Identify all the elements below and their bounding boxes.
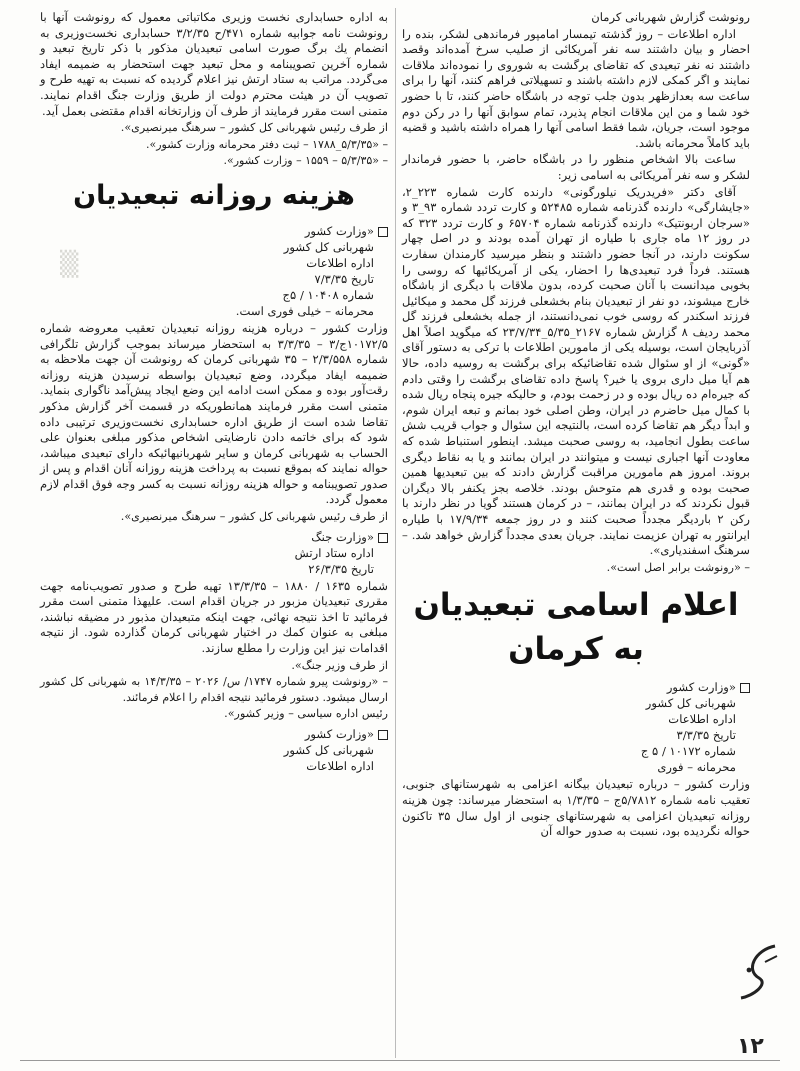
footer-rule [20,1060,780,1061]
intro-paragraph: به اداره حسابداری نخست وزیری مکاتباتی معمول که رونوشت آنها با رونوشت نامه جوابیه شماره ۴۷۱/ح ۳/۲/۳۵ حسابداری نخست‌وزیری به انضمام یك برگ صورت اسامی تبعیدیان مذکور با ذکر تاریخ تبعید و شماره آخرین تصویبنامه و محل تبعید جهت استحضار به ضمیمه ایفاد می‌گردد. مراتب به ستاد ارتش نیز اعلام گردیده که نسبت به تهیه طرح و تصویب آن در هیئت محترم دولت از طریق وزارت جنگ اقدام نمایند. متمنی است مقرر فرمایند از طرف آن وزارتخانه اقدام مقتضی بعمل آید. [40,10,388,118]
checkbox-icon [378,533,388,543]
doc-line: اداره اطلاعات [306,255,374,270]
report-paragraph: آقای دکتر «فریدریک نیلورگونی» دارنده کارت شماره ۲۲۳_۲، «جایشارگی» دارنده گذرنامه شماره ۵۲۴۸۵ و کارت تردد شماره ۹۳_۳ و «سرجان اربونتیک» دارنده گذرنامه شماره ۶۵۷۰۴ و کارت تردد ۳۲۳ که در روز ۱۲ ماه جاری با طیاره از تهران آمده بودند و در اصل چهار سکونت دارند، در آنجا حضور داشتند و بنظر میرسید کارمندان سفارت هستند. فرداً فرد تبعیدی‌ها را احضار، یکی از آمریکائیها که روسی را بخوبی میدانست با آنان صحبت کرده، بدون ملاقات با دیگری از باشگاه خارج میشوند، دو نفر از تبعیدیان بنام بخشعلی فرزند گل محمد و میکائیل فرزند اسکندر که روسی خوب نمی‌دانستند، از جمله بخشعلی فرزند گل محمد ردیف ۸ گزارش شماره ۲۱۶۷_۵/۳۵_۲۳/۷/۳۴ که میگوید اصلاً اهل آذربایجان است، بوسیله یکی از مامورین اطلاعات با ترکی به دستور آقای «گونی» از او سئوال شده تقاضائیکه برای برگشت به روسیه داده، حالا هم آیا میل داری بروی یا خیر؟ پاسخ داده تقاضای برگشت را وقتی دادم که جیره‌ام ده ریال بوده و در زحمت بودم، و حالیکه جیره پنجاه ریال شده با کمال میل حاضرم در ایران، وطن اصلی خود بمانم و تبعه ایران شوم، و ابداً دیگر هم تقاضا کرده است، بالنتیجه این سئوال و جواب قریب شش ساعت بطول انجامید، به روسی صحبت میشد. اینطور استنباط شده که معاودت آنها اجباری نیست و میتوانند در ایران بمانند و یا به نقاط دیگری بروند. امروز هم مامورین مراقبت گزارش دادند که بین تبعیدیها همین صحبت بوده و قدری هم متوحش بودند. خلاصه بجز یکنفر بالا دیگران قبول نکردند که در ایران بمانند، – در کرمان هستند گویا در نظر دارند با رکن ۲ باردیگر مجدداً صحبت کنند و در روز جمعه ۱۷/۹/۳۴ با طیاره ایرانتور به تهران عزیمت نمایند. جریان بعدی مجدداً گزارش خواهد شد. – سرهنگ اسفندیاری». [402,184,751,558]
document-header [40,529,388,577]
doc-line: شماره ۱۰۱۷۲ / ۵ ج [640,744,736,759]
closing-paragraph: وزارت کشور – درباره تبعیدیان بیگانه اعزامی به شهرستانهای جنوبی، تعقیب نامه شماره ۵/۷۸۱۲ج – ۱/۳/۳۵ به استحضار میرساند: چون هزینه روزانه تبعیدیان اعزامی به شهرستانهای جنوبی از اول سال ۳۵ تاکنون حواله نگردیده بود، نسبت به صدور حواله آن [402,777,751,839]
section-headline-daily-cost: هزینه روزانه تبعیدیان [73,179,355,211]
section-headline-kerman: اعلام اسامی تبعیدیان به کرمان [413,587,739,668]
checkbox-icon [378,730,388,740]
doc-line: شهربانی کل کشور [283,743,374,757]
document-header [40,223,388,319]
doc-line: «وزارت کشور [40,223,388,239]
checkbox-icon [740,683,750,693]
signature: از طرف وزیر جنگ». [291,658,388,672]
report-title: رونوشت گزارش شهربانی کرمان [591,10,750,24]
reference-line: – «۵/۳/۳۵ – ۱۵۵۹ – وزارت کشور». [223,154,388,168]
doc-line: شماره ۱۰۴۰۸ / ۵ج [282,287,374,302]
page-number: ۱۲ [737,1034,764,1059]
signature: از طرف رئیس شهربانی کل کشور – سرهنگ میرنصیری». [120,121,388,135]
doc-line: اداره اطلاعات [668,712,736,727]
doc-line: تاریخ ۷/۳/۳۵ [314,271,374,286]
document-body: شماره ۱۶۳۵ / ۱۸۸۰ – ۱۳/۳/۳۵ تهیه طرح و صدور تصویب‌نامه جهت مقرری تبعیدیان مزبور در جریان اقدام است. علیهذا متمنی است مقرر فرمائید تا اخذ نتیجه نهائی، جهت اینکه متبعیدان مذبور در مضیقه نباشند، مبلغی به عنوان کمك در اختیار شهربانی کرمان گذارده شود. از نتیجه اقدامات نیز این وزارت را مطلع سازند. [40,578,388,656]
kerman-logo [735,940,783,1004]
show-through-text: ▒ [60,250,79,278]
reference-line: – «رونوشت پیرو شماره ۱۷۴۷/ س/ ۲۰۲۶ – ۱۴/۳/۳۵ به شهربانی کل کشور ارسال میشود. دستور فرمائید نتیجه اقدام را اعلام فرمائند. [40,675,388,704]
doc-line: «وزارت کشور [40,726,388,742]
doc-line: تاریخ ۲۶/۳/۳۵ [308,561,374,576]
doc-line: شهربانی کل کشور [283,239,374,254]
report-paragraph: اداره اطلاعات – روز گذشته تیمسار امامپور فرماندهی لشکر، بنده را احضار و بیان داشتند سه نفر آمریکائی از صلیب سرخ آمده‌اند وقصد داشتند نه نفر تبعیدی که تقاضای برگشت به شوروی را نموده‌اند ملاقات نمایند و اگر کمکی لازم داشته باشند و تسهیلاتی فراهم کنند، آنها را برای ساعت سه بعدازظهر بدون جلب توجه در باشگاه حاضر کنند، تا با حضور خود شما و من این ملاقات انجام پذیرد، تمام سوابق آنها را در رکن دوم موجود است، جریان، شما فقط اسامی آنها را همراه داشته باشید و قضیه باید کاملاً محرمانه باشد. [402,26,750,150]
document-header [402,679,750,775]
doc-line: محرمانه – خیلی فوری است. [235,303,374,318]
left-column [40,10,388,776]
signature: از طرف رئیس شهربانی کل کشور – سرهنگ میرنصیری». [120,510,388,524]
doc-line: «وزارت جنگ [40,529,388,545]
doc-line: «وزارت کشور [402,679,750,695]
document-body: وزارت کشور – درباره هزینه روزانه تبعیدیان تعقیب معروضه شماره ۱۰۱۷۲/۵ج/۳ – ۳/۳/۳۵ به استحضار میرساند بموجب گزارش تلگرافی شماره ۲/۳/۵۵۸ – ۳۵ شهربانی کرمان که رونوشت آن جهت ملاحظه به ضمیمه ایفاد میگردد، وضع تبعیدیان بواسطه نرسیدن هزینه روزانه رقت‌آور بوده و ممکن است ادامه این وضع ایجاد پیش‌آمد ناگواری بنماید. متمنی است مقرر فرمایند همانطوریکه در قسمت آخر گزارش مذکور تقاضا شده است از طریق اداره حسابداری نخست‌وزیری ترتیبی داده شود که برای خاتمه دادن نارضایتی اشخاص مذکور مبلغی بعنوان علی الحساب به شهربانی کرمان و سایر شهربانیهائیکه دارای تبعیدی میباشد، حواله نمایند که بموقع نسبت به پرداخت هزینه روزانه آنان اقدام و پس از صدور تصویبنامه و حواله هزینه روزانه نسبت به کسر وجه فوق اقدام لازم معمول گردد. [40,320,388,507]
doc-line: محرمانه – فوری [657,760,736,775]
checkbox-icon [378,227,388,237]
right-column [402,10,750,841]
column-divider [395,8,396,1058]
document-header [40,726,388,774]
reference-line: – «۵/۳/۳۵_۱۷۸۸ – ثبت دفتر محرمانه وزارت کشور». [145,137,388,151]
doc-line: اداره ستاد ارتش [294,545,374,560]
signature: رئیس اداره سیاسی – وزیر کشور». [224,707,388,721]
report-paragraph: ساعت بالا اشخاص منظور را در باشگاه حاضر، با حضور فرماندار لشکر و سه نفر آمریکائی به اسامی زیر: [402,152,750,182]
doc-line: اداره اطلاعات [306,759,374,773]
copy-note: – «رونوشت برابر اصل است». [606,560,750,574]
doc-line: تاریخ ۳/۳/۳۵ [676,728,736,743]
doc-line: شهربانی کل کشور [645,696,736,711]
